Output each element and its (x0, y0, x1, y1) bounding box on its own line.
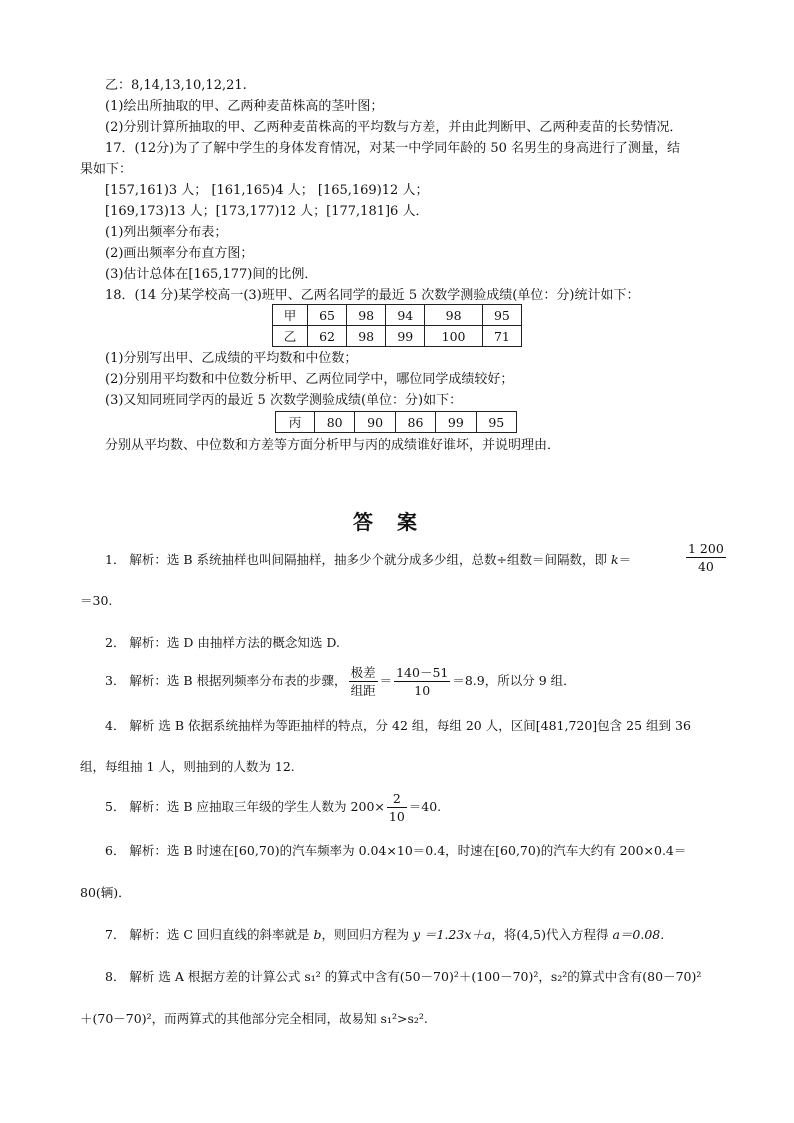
table-row (276, 412, 517, 433)
q17-part2: (2)画出频率分布直方图； (105, 246, 254, 261)
q16-yi-data: 乙：8,14,13,10,12,21. (105, 78, 247, 93)
table-cell: 乙 (273, 326, 308, 347)
answer-1-eq: ＝ (618, 552, 632, 567)
answer-6-line2: 80(辆)． (80, 885, 131, 900)
q18-part4: 分别从平均数、中位数和方差等方面分析甲与丙的成绩谁好谁坏，并说明理由． (105, 438, 561, 453)
answer-3-eq: ＝ (379, 673, 393, 688)
table-cell: 99 (436, 412, 476, 433)
q17-data-line1: [157,161)3 人； [161,165)4 人； [165,169)12 人； (105, 183, 429, 198)
fraction (387, 790, 407, 825)
table-cell: 80 (315, 412, 355, 433)
answer-1-tail: ＝30. (80, 593, 113, 608)
answer-3-f1-denominator: 组距 (350, 683, 376, 698)
answer-5-tail: ＝40. (408, 799, 442, 814)
table-cell: 100 (425, 326, 483, 347)
table-row (273, 305, 522, 326)
q17-stem-line1: 17．(12分)为了了解中学生的身体发育情况，对某一中学同年龄的 50 名男生的身高进行了测量，结 (105, 141, 681, 156)
q17-data-line2: [169,173)13 人；[173,177)12 人；[177,181]6 人． (105, 204, 429, 219)
table-row (273, 326, 522, 347)
q17-stem-line2: 果如下： (80, 162, 133, 177)
answer-1 (105, 551, 631, 569)
answer-1-text: 1． 解析：选 B 系统抽样也叫间隔抽样，抽多少个就分成多少组，总数÷组数＝间隔数，即 (105, 552, 608, 567)
table-cell: 62 (308, 326, 347, 347)
answer-1-var: k (611, 552, 619, 567)
answer-3-text: 3． 解析：选 B 根据列频率分布表的步骤， (105, 673, 347, 688)
answer-6-line1: 6． 解析：选 B 时速在[60,70)的汽车频率为 0.04×10＝0.4，时速在[60,70)的汽车大约有 200×0.4＝ (105, 843, 687, 858)
answer-5-numerator: 2 (387, 790, 407, 808)
q18-part1: (1)分别写出甲、乙成绩的平均数和中位数； (105, 351, 358, 366)
answer-1-fraction (684, 540, 728, 575)
table-cell: 甲 (273, 305, 308, 326)
answer-7-equation: y ＝1.23x＋a (412, 927, 492, 942)
answer-3 (105, 664, 576, 699)
answers-title: 答案 (353, 510, 441, 534)
fraction (686, 540, 726, 575)
table-cell: 丙 (276, 412, 315, 433)
table-cell: 86 (395, 412, 435, 433)
answer-7-result: a＝0.08. (612, 927, 665, 942)
table-cell: 98 (347, 326, 386, 347)
table-cell: 95 (482, 305, 521, 326)
table-cell: 90 (355, 412, 395, 433)
answer-7-mid2: ，将(4,5)代入方程得 (491, 927, 609, 942)
answer-3-f2-numerator: 140－51 (396, 665, 449, 680)
table-cell: 94 (386, 305, 425, 326)
q16-part2: (2)分别计算所抽取的甲、乙两种麦苗株高的平均数与方差，并由此判断甲、乙两种麦苗的长势情况． (105, 120, 683, 135)
fraction (349, 664, 378, 699)
answer-2: 2． 解析：选 D 由抽样方法的概念知选 D. (105, 635, 340, 650)
q18-score-table-bing (275, 411, 517, 433)
answer-7-b: b (313, 927, 322, 942)
answer-8-line2: ＋(70－70)²，而两算式的其他部分完全相同，故易知 s₁²>s₂². (80, 1011, 428, 1026)
q18-score-table-jia-yi (272, 304, 522, 347)
answer-7 (105, 926, 664, 944)
q18-part3: (3)又知同班同学丙的最近 5 次数学测验成绩(单位：分)如下： (105, 393, 463, 408)
answer-5 (105, 790, 441, 825)
answer-3-f2-denominator: 10 (414, 683, 431, 698)
table-cell: 98 (425, 305, 483, 326)
q18-part2: (2)分别用平均数和中位数分析甲、乙两位同学中，哪位同学成绩较好； (105, 372, 514, 387)
q17-part3: (3)估计总体在[165,177)间的比例． (105, 267, 318, 282)
answer-5-text: 5． 解析：选 B 应抽取三年级的学生人数为 200× (105, 799, 385, 814)
q16-part1: (1)绘出所抽取的甲、乙两种麦苗株高的茎叶图； (105, 99, 384, 114)
table-cell: 99 (386, 326, 425, 347)
table-cell: 98 (347, 305, 386, 326)
answer-7-pre: 7． 解析：选 C 回归直线的斜率就是 (105, 927, 310, 942)
answer-4-line1: 4． 解析 选 B 依据系统抽样为等距抽样的特点，分 42 组，每组 20 人，区间[481,720]包含 25 组到 36 (105, 718, 691, 733)
answer-3-tail: ＝8.9，所以分 9 组． (452, 673, 576, 688)
q18-stem: 18．(14 分)某学校高一(3)班甲、乙两名同学的最近 5 次数学测验成绩(单位：分)统计如下： (105, 288, 640, 303)
answer-4-line2: 组，每组抽 1 人，则抽到的人数为 12. (80, 759, 295, 774)
fraction (394, 664, 450, 699)
answer-3-f1-numerator: 极差 (350, 665, 376, 680)
answer-1-denominator: 40 (697, 559, 714, 574)
table-cell: 65 (308, 305, 347, 326)
table-cell: 71 (482, 326, 521, 347)
q17-part1: (1)列出频率分布表； (105, 225, 228, 240)
answer-1-numerator: 1 200 (688, 541, 724, 556)
answer-7-mid: ，则回归方程为 (321, 927, 409, 942)
answer-8-line1: 8． 解析 选 A 根据方差的计算公式 s₁² 的算式中含有(50－70)²＋(100－70)²，s₂²的算式中含有(80－70)² (105, 969, 702, 984)
table-cell: 95 (476, 412, 516, 433)
answer-5-denominator: 10 (388, 809, 405, 824)
